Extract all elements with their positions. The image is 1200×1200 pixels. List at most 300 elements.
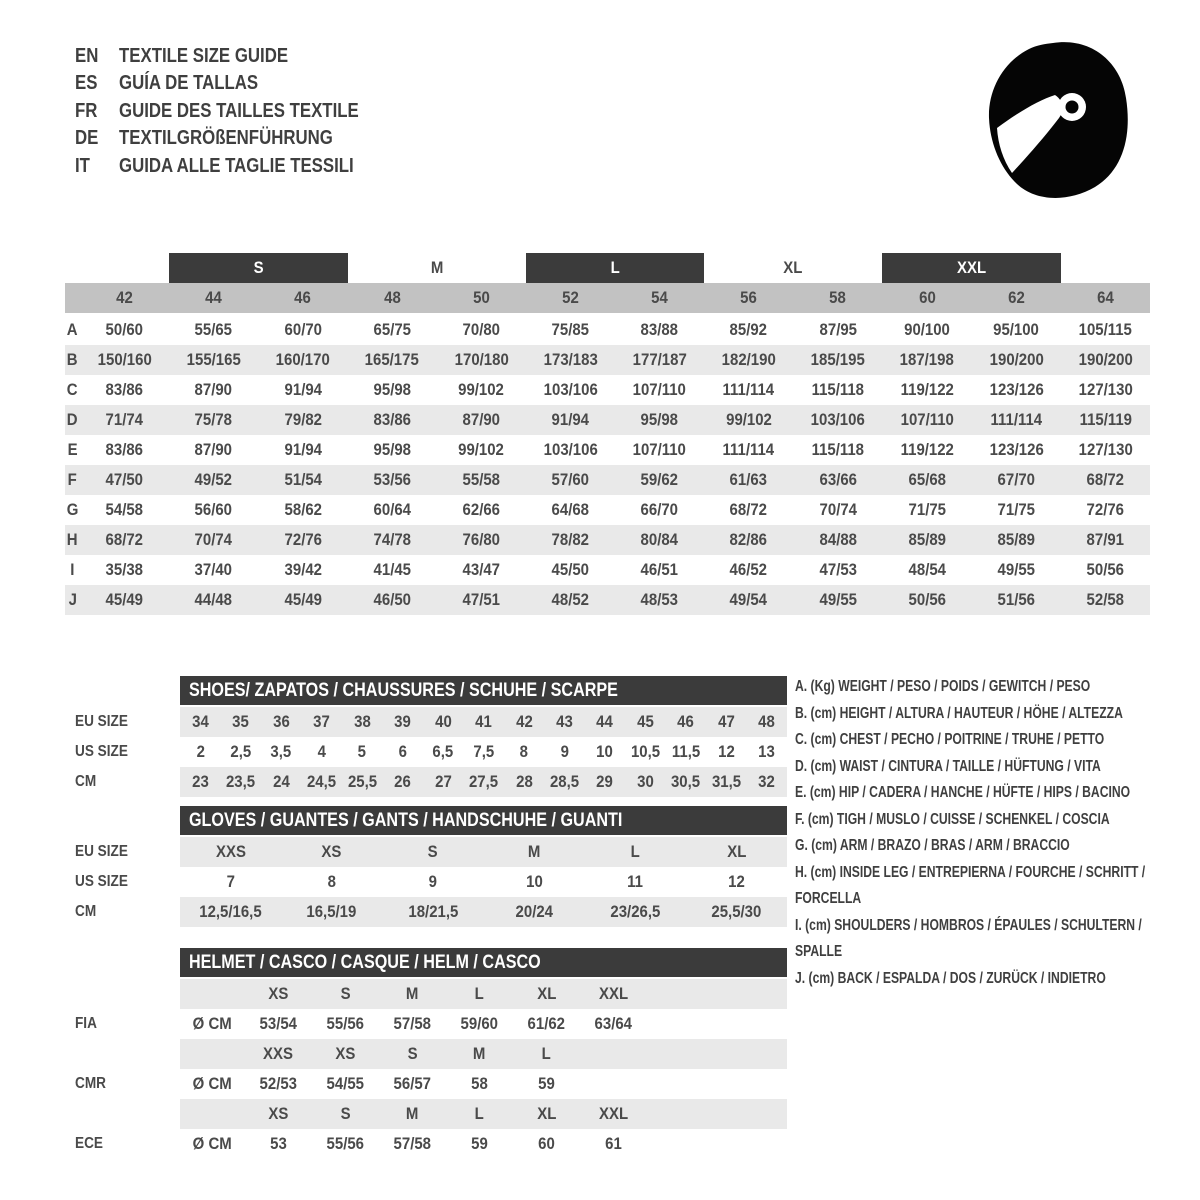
size-value xyxy=(615,435,704,465)
size-value xyxy=(882,435,971,465)
shoes_table-value-label: 4 xyxy=(317,742,326,761)
size-value-label: 83/86 xyxy=(373,410,411,429)
letter-size-l xyxy=(526,253,704,283)
size-value-label: 85/92 xyxy=(730,320,768,339)
language-title-label: GUÍA DE TALLAS xyxy=(119,71,259,95)
helmet-size-header xyxy=(580,1099,647,1129)
row-letter xyxy=(65,315,80,345)
size-value xyxy=(526,465,615,495)
size-value-label: 185/195 xyxy=(810,350,865,369)
size-value-label: 127/130 xyxy=(1078,380,1133,399)
size-value-label: 173/183 xyxy=(543,350,598,369)
size-value-label: 72/76 xyxy=(284,530,322,549)
size-value-label: 177/187 xyxy=(632,350,687,369)
helmet-table-title xyxy=(180,948,787,977)
shoes_table-value-label: 45 xyxy=(637,712,654,731)
language-row xyxy=(75,125,411,153)
legend-item: D. (cm) WAIST / CINTURA / TAILLE / HÜFTUNG / VITA xyxy=(795,757,1101,775)
language-title xyxy=(119,126,380,150)
shoes_table-value xyxy=(747,767,787,797)
shoes_table-value-label: 24,5 xyxy=(307,772,337,791)
size-value xyxy=(258,435,347,465)
size-value xyxy=(1061,465,1150,495)
size-value xyxy=(882,345,971,375)
shoes_table-value xyxy=(180,737,220,767)
size-value-label: 52/58 xyxy=(1086,590,1125,609)
spacer xyxy=(65,948,180,977)
size-value-label: 55/58 xyxy=(462,470,500,489)
size-value-label: 87/95 xyxy=(819,320,857,339)
helmet-size-value-label: 57/58 xyxy=(393,1014,432,1033)
size-value-label: 70/74 xyxy=(819,500,857,519)
shoes_table-value-label: 27,5 xyxy=(468,772,499,791)
size-value xyxy=(169,495,258,525)
numeric-size-header-label: 48 xyxy=(383,288,401,307)
shoes_table-value-label: 36 xyxy=(272,712,290,731)
size-value xyxy=(347,375,436,405)
shoes_table-value-label: 27 xyxy=(434,772,452,791)
measurement-row-f xyxy=(65,465,1150,495)
helmet-sizes-row-cmr xyxy=(65,1039,787,1069)
size-value xyxy=(80,555,169,585)
size-value-label: 111/114 xyxy=(722,440,775,459)
helmet-size-value-label: 59/60 xyxy=(460,1014,499,1033)
helmet-size-header-label: L xyxy=(474,984,485,1003)
gloves_table-value-label: 25,5/30 xyxy=(711,902,762,921)
shoes_table-row-values xyxy=(180,767,787,797)
shoes_table-row-us-size xyxy=(65,737,787,767)
legend-item: B. (cm) HEIGHT / ALTURA / HAUTEUR / HÖHE / ALTEZZA xyxy=(795,704,1123,722)
size-value xyxy=(437,585,526,615)
row-letter xyxy=(65,375,80,405)
size-value-label: 91/94 xyxy=(551,410,590,429)
helmet-size-value xyxy=(312,1129,379,1159)
size-value-label: 53/56 xyxy=(373,470,411,489)
gloves_table-value xyxy=(382,897,483,927)
helmet-size-value-label: 57/58 xyxy=(393,1134,432,1153)
measurement-row-e xyxy=(65,435,1150,465)
gloves_table-value xyxy=(585,837,686,867)
numeric-size-header xyxy=(1061,283,1150,313)
shoes_table-value-label: 3,5 xyxy=(270,742,292,761)
size-value-label: 105/115 xyxy=(1078,320,1133,339)
numeric-size-header xyxy=(615,283,704,313)
shoes_table-value xyxy=(666,767,706,797)
size-value xyxy=(526,495,615,525)
size-value-label: 49/55 xyxy=(997,560,1035,579)
gloves_table-value-label: XS xyxy=(321,842,342,861)
size-value-label: 165/175 xyxy=(365,350,420,369)
size-value xyxy=(437,315,526,345)
size-value xyxy=(972,345,1061,375)
helmet-size-header xyxy=(379,1039,446,1069)
size-value-label: 123/126 xyxy=(989,380,1044,399)
size-value-label: 95/100 xyxy=(993,320,1040,339)
helmet-size-value-label: 55/56 xyxy=(326,1134,365,1153)
size-value-label: 187/198 xyxy=(900,350,955,369)
size-value-label: 50/56 xyxy=(908,590,946,609)
size-value-label: 45/49 xyxy=(105,590,144,609)
size-value-label: 170/180 xyxy=(454,350,509,369)
size-value xyxy=(793,405,882,435)
helmet-size-header xyxy=(312,1039,379,1069)
numeric-size-header-label: 46 xyxy=(294,288,312,307)
size-value-label: 74/78 xyxy=(373,530,411,549)
size-value-label: 107/110 xyxy=(632,440,687,459)
shoes_table-value-label: 11,5 xyxy=(671,742,701,761)
numeric-size-header xyxy=(526,283,615,313)
shoes_table-value xyxy=(261,737,301,767)
size-value xyxy=(882,315,971,345)
size-value-label: 37/40 xyxy=(195,560,233,579)
size-value xyxy=(615,555,704,585)
gloves_table-value xyxy=(281,837,382,867)
size-value-label: 75/85 xyxy=(551,320,590,339)
size-value xyxy=(793,525,882,555)
shoes_table-value-label: 37 xyxy=(313,712,330,731)
size-value xyxy=(80,405,169,435)
diameter-label-label: Ø CM xyxy=(192,1074,233,1093)
language-code xyxy=(75,71,119,95)
size-value xyxy=(793,585,882,615)
gloves_table-value xyxy=(180,837,281,867)
numeric-size-header xyxy=(972,283,1061,313)
helmet-size-header xyxy=(446,1099,513,1129)
size-value xyxy=(437,495,526,525)
size-value xyxy=(169,315,258,345)
size-value xyxy=(437,375,526,405)
size-value xyxy=(169,375,258,405)
size-value-label: 111/114 xyxy=(990,410,1043,429)
language-code-label: EN xyxy=(75,43,99,67)
shoes_table-value-label: 46 xyxy=(677,712,695,731)
gloves_table-value-label: 23/26,5 xyxy=(610,902,661,921)
size-value xyxy=(704,375,793,405)
size-value xyxy=(704,555,793,585)
size-value-label: 150/160 xyxy=(97,350,152,369)
shoes_table-value xyxy=(463,737,503,767)
shoes_table-value-label: 43 xyxy=(556,712,573,731)
size-value xyxy=(258,345,347,375)
language-header xyxy=(75,42,411,180)
size-value-label: 46/52 xyxy=(730,560,768,579)
size-value-label: 47/50 xyxy=(105,470,144,489)
size-value-label: 103/106 xyxy=(810,410,865,429)
language-title xyxy=(119,71,289,95)
shoes_table-value xyxy=(423,737,463,767)
diameter-label xyxy=(180,1129,245,1159)
size-value xyxy=(258,555,347,585)
helmet-size-value-label: 58 xyxy=(471,1074,488,1093)
row-letter-label: C xyxy=(67,380,78,399)
language-code-label: ES xyxy=(75,71,98,95)
shoes_table-value-label: 2,5 xyxy=(230,742,252,761)
size-value xyxy=(258,315,347,345)
helmet-sizes xyxy=(180,1039,787,1069)
row-letter-label: A xyxy=(67,320,78,339)
size-value-label: 50/56 xyxy=(1086,560,1125,579)
shoes_table-value-label: 30,5 xyxy=(671,772,701,791)
size-value xyxy=(437,555,526,585)
size-value xyxy=(347,585,436,615)
size-value xyxy=(347,435,436,465)
shoes_table-value-label: 39 xyxy=(394,712,411,731)
helmet-size-value-label: 63/64 xyxy=(594,1014,633,1033)
shoes_table-value xyxy=(423,707,463,737)
shoes_table-value-label: 7,5 xyxy=(473,742,494,761)
size-value xyxy=(793,345,882,375)
shoes-title-row xyxy=(65,676,787,705)
size-value xyxy=(347,405,436,435)
numeric-size-header xyxy=(347,283,436,313)
language-title xyxy=(119,44,325,68)
standard-label-fia-label: FIA xyxy=(75,1015,97,1032)
helmet-size-value xyxy=(513,1129,580,1159)
gloves_table-value xyxy=(180,897,281,927)
size-value xyxy=(972,465,1061,495)
size-value-label: 51/56 xyxy=(997,590,1035,609)
size-value-label: 87/90 xyxy=(462,410,500,429)
size-value xyxy=(80,345,169,375)
helmet-size-value xyxy=(245,1009,312,1039)
shoes_table-value xyxy=(747,737,787,767)
size-value-label: 95/98 xyxy=(373,440,411,459)
size-value xyxy=(169,585,258,615)
numeric-size-header xyxy=(793,283,882,313)
size-value-label: 56/60 xyxy=(195,500,233,519)
gloves-title-text: GLOVES / GUANTES / GANTS / HANDSCHUHE / GUANTI xyxy=(189,809,623,831)
size-value-label: 123/126 xyxy=(989,440,1044,459)
size-value-label: 103/106 xyxy=(543,440,598,459)
language-code xyxy=(75,99,119,123)
numeric-size-header xyxy=(258,283,347,313)
size-value-label: 82/86 xyxy=(730,530,768,549)
shoes_table-row-label-label: CM xyxy=(75,773,97,790)
language-title xyxy=(119,99,411,123)
helmet-title-row xyxy=(65,948,787,977)
size-value-label: 63/66 xyxy=(819,470,857,489)
helmet-size-header-label: L xyxy=(541,1044,552,1063)
shoes_table-value xyxy=(261,767,301,797)
shoes_table-value-label: 40 xyxy=(434,712,452,731)
size-value xyxy=(526,405,615,435)
size-value-label: 99/102 xyxy=(458,440,505,459)
row-letter-label: B xyxy=(67,350,78,369)
helmet-values xyxy=(180,1069,787,1099)
size-value-label: 45/50 xyxy=(551,560,590,579)
numeric-size-header-label: 64 xyxy=(1097,288,1114,307)
size-value-label: 119/122 xyxy=(900,380,954,399)
size-value xyxy=(169,525,258,555)
gloves-size-table xyxy=(65,806,787,927)
helmet-size-value-label: 60 xyxy=(538,1134,555,1153)
gloves_table-value xyxy=(281,897,382,927)
size-value-label: 107/110 xyxy=(632,380,687,399)
shoes_table-row-label-label: US SIZE xyxy=(75,743,128,760)
shoes_table-value xyxy=(504,737,544,767)
row-letter xyxy=(65,405,80,435)
gloves_table-value-label: M xyxy=(527,842,541,861)
language-code-label: FR xyxy=(75,98,98,122)
size-value-label: 55/65 xyxy=(195,320,233,339)
shoes-title-text: SHOES/ ZAPATOS / CHAUSSURES / SCHUHE / SCARPE xyxy=(189,679,618,701)
gloves_table-row-values xyxy=(180,897,787,927)
helmet-size-value-label: 61 xyxy=(605,1134,622,1153)
shoes_table-value xyxy=(463,707,503,737)
helmet-values-row-cmr xyxy=(65,1069,787,1099)
size-value xyxy=(526,375,615,405)
row-letter-label: H xyxy=(67,530,78,549)
helmet-size-value-label: 52/53 xyxy=(259,1074,298,1093)
spacer xyxy=(65,676,180,705)
shoes_table-value xyxy=(301,737,341,767)
legend-item: E. (cm) HIP / CADERA / HANCHE / HÜFTE / HIPS / BACINO xyxy=(795,784,1131,801)
size-value xyxy=(526,315,615,345)
size-value xyxy=(972,435,1061,465)
shoes_table-value xyxy=(706,707,746,737)
helmet-size-value xyxy=(379,1129,446,1159)
helmet-size-header xyxy=(312,979,379,1009)
row-letter xyxy=(65,525,80,555)
gloves_table-value-label: 18/21,5 xyxy=(407,902,458,921)
letter-size-m-label: M xyxy=(430,258,443,277)
helmet-size-header-label: M xyxy=(473,1044,486,1063)
helmet-sizes xyxy=(180,1099,787,1129)
size-value-label: 72/76 xyxy=(1086,500,1125,519)
language-title-label: TEXTILGRÖßENFÜHRUNG xyxy=(119,126,333,150)
gloves_table-value xyxy=(382,867,483,897)
helmet-size-header-label: XL xyxy=(536,984,557,1003)
gloves_table-value-label: 16,5/19 xyxy=(306,902,357,921)
letter-size-m xyxy=(348,253,526,283)
gloves_table-value xyxy=(180,867,281,897)
standard-label-ece xyxy=(65,1129,180,1159)
shoes_table-value xyxy=(666,707,706,737)
shoes_table-value xyxy=(382,737,422,767)
size-value xyxy=(704,315,793,345)
size-value-label: 67/70 xyxy=(997,470,1035,489)
gloves_table-value-label: XL xyxy=(726,842,747,861)
shoes_table-value-label: 28 xyxy=(515,772,533,791)
size-value xyxy=(793,375,882,405)
shoes-table-title xyxy=(180,676,787,705)
spacer xyxy=(180,1039,245,1069)
size-value-label: 160/170 xyxy=(275,350,330,369)
size-value-label: 99/102 xyxy=(458,380,505,399)
shoes_table-value xyxy=(382,767,422,797)
legend-item: H. (cm) INSIDE LEG / ENTREPIERNA / FOURCHE / SCHRITT / FORCELLA xyxy=(795,863,1146,907)
gloves_table-row-label xyxy=(65,837,180,867)
shoes_table-row-label xyxy=(65,737,180,767)
gloves_table-value xyxy=(686,837,787,867)
size-value xyxy=(437,525,526,555)
size-value xyxy=(972,495,1061,525)
size-value xyxy=(1061,555,1150,585)
size-value xyxy=(169,435,258,465)
helmet-size-header xyxy=(245,1039,312,1069)
shoes_table-value-label: 42 xyxy=(515,712,533,731)
shoes_table-value xyxy=(747,707,787,737)
letter-size-s-label: S xyxy=(253,258,264,277)
gloves_table-value-label: 9 xyxy=(428,872,438,891)
shoes_table-value-label: 6,5 xyxy=(432,742,454,761)
language-row xyxy=(75,97,411,125)
shoes_table-value xyxy=(544,707,584,737)
helmet-size-value xyxy=(580,1129,647,1159)
size-value-label: 50/60 xyxy=(105,320,144,339)
shoes_table-value xyxy=(585,767,625,797)
shoes_table-value-label: 48 xyxy=(758,712,776,731)
measurement-row-d xyxy=(65,405,1150,435)
shoes_table-value xyxy=(342,707,382,737)
size-value xyxy=(704,435,793,465)
shoes_table-value xyxy=(382,707,422,737)
letter-size-l-label: L xyxy=(610,258,620,277)
measurement-row-i xyxy=(65,555,1150,585)
numeric-size-header-label: 56 xyxy=(740,288,758,307)
helmet-size-header-label: M xyxy=(406,1104,419,1123)
size-value-label: 45/49 xyxy=(284,590,322,609)
shoes_table-value-label: 5 xyxy=(357,742,367,761)
size-value-label: 68/72 xyxy=(730,500,768,519)
shoes-size-table xyxy=(65,676,787,797)
shoes_table-value-label: 9 xyxy=(560,742,569,761)
shoes_table-row-label xyxy=(65,767,180,797)
size-value-label: 83/88 xyxy=(640,320,679,339)
size-value-label: 90/100 xyxy=(904,320,950,339)
size-value xyxy=(347,465,436,495)
size-value xyxy=(169,555,258,585)
helmet-size-header-label: XXL xyxy=(598,984,629,1003)
legend-item: C. (cm) CHEST / PECHO / POITRINE / TRUHE / PETTO xyxy=(795,731,1105,748)
size-value-label: 85/89 xyxy=(908,530,946,549)
gloves_table-value-label: S xyxy=(427,842,438,861)
size-value xyxy=(1061,525,1150,555)
size-value xyxy=(704,525,793,555)
gloves_table-value-label: 8 xyxy=(327,872,336,891)
measurement-row-j xyxy=(65,585,1150,615)
size-value xyxy=(615,585,704,615)
size-value-label: 48/53 xyxy=(640,590,679,609)
standard-label-fia xyxy=(65,1009,180,1039)
size-value xyxy=(80,525,169,555)
shoes_table-value xyxy=(220,737,260,767)
helmet-size-table xyxy=(65,948,787,1159)
helmet-size-value xyxy=(446,1129,513,1159)
size-value-label: 41/45 xyxy=(373,560,411,579)
standard-label-ece-label: ECE xyxy=(75,1135,103,1152)
size-value xyxy=(526,525,615,555)
size-value xyxy=(615,495,704,525)
size-value-label: 80/84 xyxy=(640,530,679,549)
size-value-label: 48/52 xyxy=(551,590,590,609)
size-value xyxy=(704,585,793,615)
size-value xyxy=(972,405,1061,435)
letter-size-s xyxy=(169,253,347,283)
size-value xyxy=(258,465,347,495)
size-value xyxy=(972,525,1061,555)
helmet-size-value xyxy=(312,1009,379,1039)
shoes_table-value-label: 8 xyxy=(519,742,529,761)
numeric-size-header xyxy=(437,283,526,313)
size-value xyxy=(1061,375,1150,405)
size-value xyxy=(882,465,971,495)
helmet-sizes-row-fia xyxy=(65,979,787,1009)
size-value-label: 99/102 xyxy=(725,410,772,429)
gloves_table-value-label: 12 xyxy=(728,872,745,891)
size-value-label: 70/74 xyxy=(195,530,233,549)
helmet-size-value-label: 54/55 xyxy=(326,1074,365,1093)
